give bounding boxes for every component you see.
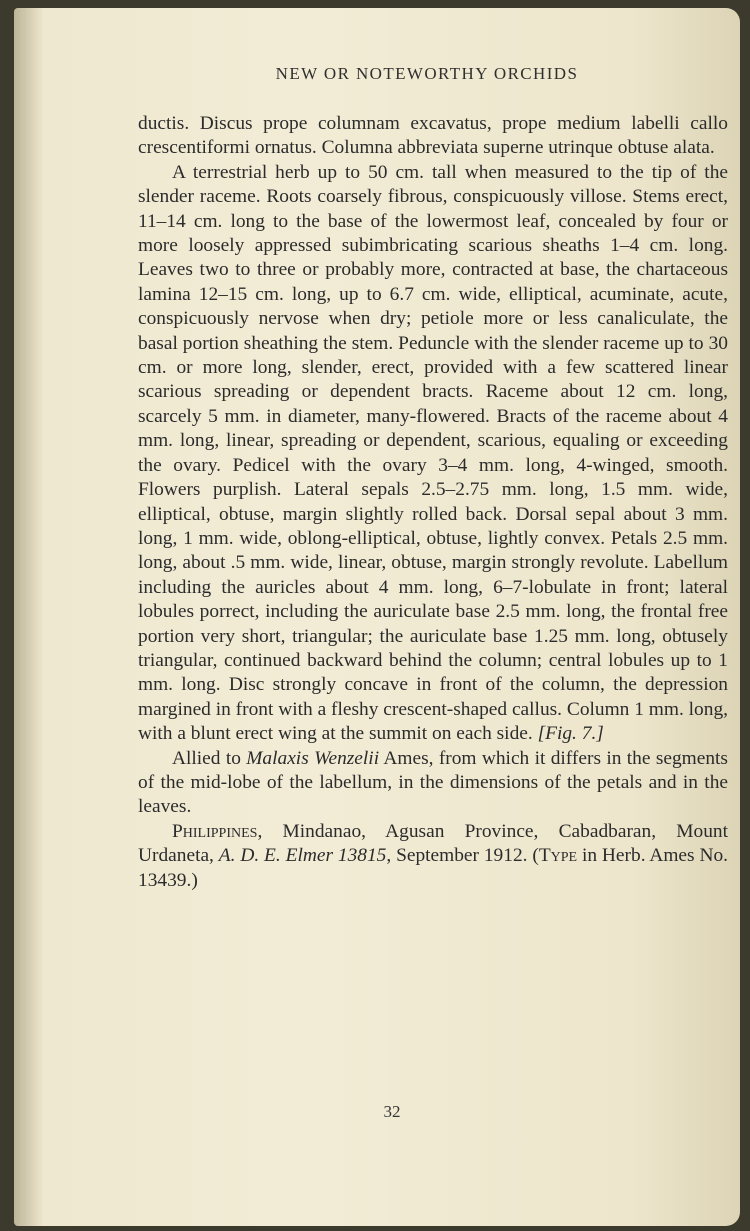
- paragraph-description: [138, 161, 728, 747]
- species-name: Malaxis Wenzelii: [246, 747, 380, 769]
- book-page: [14, 8, 740, 1226]
- type-label: Type: [538, 845, 578, 867]
- running-header: NEW OR NOTEWORTHY ORCHIDS: [275, 64, 579, 83]
- specimen-region: Philippines: [172, 820, 258, 842]
- specimen-collector: A. D. E. Elmer 13815: [218, 845, 387, 867]
- paragraph-specimen: [138, 820, 728, 893]
- paragraph-latin-diagnosis: ductis. Discus prope columnam excavatus, prope medium labelli callo crescentiformi ornatus. Columna abbreviata superne utrinque obtuse alata.: [138, 113, 728, 159]
- figure-reference: [Fig. 7.]: [537, 723, 604, 745]
- specimen-date: , September 1912. (: [386, 845, 539, 867]
- description-text: A terrestrial herb up to 50 cm. tall when measured to the tip of the slender raceme. Roots coarsely fibrous, conspicuously villose. Stems erect, 11–14 cm. long to the base of the lowermost leaf, concealed by four or more loosely appressed subimbricating scarious sheaths 1–4 cm. long. Leaves two to three or probably more, contracted at base, the chartaceous lamina 12–15 cm. long, up to 6.7 cm. wide, elliptical, acuminate, acute, conspicuously nervose when dry; petiole more or less canaliculate, the basal portion sheathing the stem. Peduncle with the slender raceme up to 30 cm. or more long, slender, erect, provided with a few scattered linear scarious spreading or dependent bracts. Raceme about 12 cm. long, scarcely 5 mm. in diameter, many-flowered. Bracts of the raceme about 4 mm. long, linear, spreading or dependent, scarious, equaling or exceeding the ovary. Pedicel with the ovary 3–4 mm. long, 4-winged, smooth. Flowers purplish. Lateral sepals 2.5–2.75 mm. long, 1.5 mm. wide, elliptical, obtuse, margin slightly rolled back. Dorsal sepal about 3 mm. long, 1 mm. wide, oblong-elliptical, obtuse, lightly convex. Petals 2.5 mm. long, about .5 mm. wide, linear, obtuse, margin strongly revolute. Labellum including the auricles about 4 mm. long, 6–7-lobulate in front; lateral lobules porrect, including the auriculate base 2.5 mm. long, the frontal free portion very short, triangular; the auriculate base 1.25 mm. long, obtusely triangular, continued backward behind the column; central lobules up to 1 mm. long. Disc strongly concave in front of the column, the depression margined in front with a fleshy crescent-shaped callus. Column 1 mm. long, with a blunt erect wing at the summit on each side.: [138, 161, 728, 745]
- page-number: 32: [383, 1102, 401, 1121]
- herbarium-ref: in Herb. Ames No. 13439.): [138, 845, 728, 891]
- specimen-locality: , Mindanao, Agusan Province, Cabadbaran, Mount Urdaneta,: [138, 820, 728, 867]
- paragraph-affinity: [138, 747, 728, 820]
- body-text: [138, 112, 728, 893]
- affinity-intro: Allied to: [172, 747, 241, 769]
- gutter-shadow: [14, 8, 44, 1226]
- affinity-text: Ames, from which it differs in the segments of the mid-lobe of the labellum, in the dimensions of the petals and in the leaves.: [138, 747, 728, 818]
